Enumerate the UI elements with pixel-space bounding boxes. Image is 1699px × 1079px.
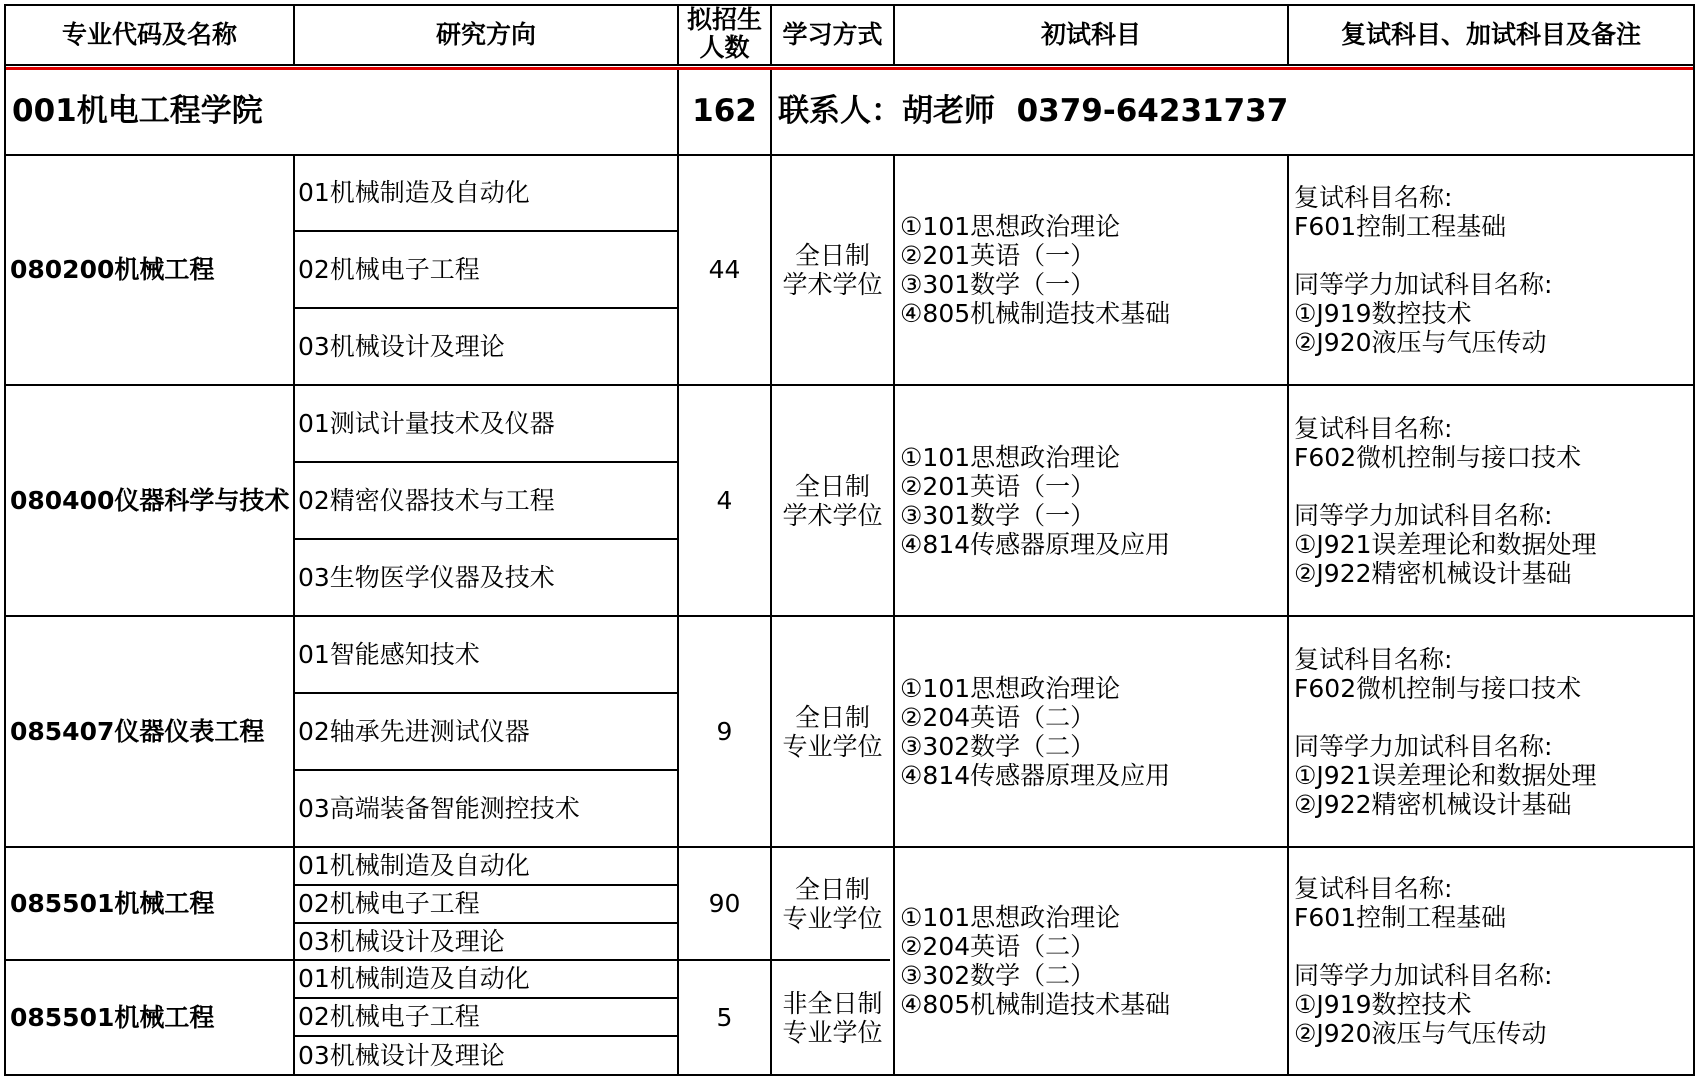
- direction-item: 02轴承先进测试仪器: [298, 716, 530, 746]
- exam-item: ③302数学（二）: [900, 961, 1096, 990]
- study-mode-line2: 学术学位: [782, 270, 883, 299]
- study-mode-line1: 非全日制: [782, 988, 883, 1018]
- enrollment-count: 4: [716, 485, 733, 515]
- retest-label: 复试科目名称:: [1294, 644, 1453, 674]
- direction-item: 01智能感知技术: [298, 639, 480, 669]
- exam-item: ①101思想政治理论: [900, 903, 1121, 932]
- direction-item: 01测试计量技术及仪器: [298, 408, 555, 438]
- extra-label: 同等学力加试科目名称:: [1294, 500, 1553, 530]
- retest-label: 复试科目名称:: [1294, 183, 1453, 212]
- study-mode: [772, 386, 893, 615]
- extra-subject: ①J919数控技术: [1294, 990, 1472, 1019]
- retest-label: 复试科目名称:: [1294, 874, 1453, 903]
- study-mode: [772, 961, 893, 1074]
- header-count-line1: 拟招生: [686, 5, 762, 34]
- extra-subject: ②J922精密机械设计基础: [1294, 789, 1572, 819]
- study-mode-line1: 全日制: [794, 241, 870, 270]
- college-count: 162: [692, 93, 757, 130]
- header-study-mode: 学习方式: [782, 20, 883, 49]
- direction-item: 03机械设计及理论: [298, 1040, 505, 1070]
- direction-item: 02机械电子工程: [298, 254, 480, 284]
- direction-item: 02精密仪器技术与工程: [298, 485, 555, 515]
- retest-subject: F601控制工程基础: [1294, 903, 1507, 932]
- retest-label: 复试科目名称:: [1294, 413, 1453, 443]
- enrollment-count: 9: [716, 716, 733, 746]
- direction-item: 03机械设计及理论: [298, 926, 505, 956]
- exam-subjects: [895, 386, 1287, 615]
- exam-subjects: [895, 617, 1287, 846]
- direction-item: 01机械制造及自动化: [298, 178, 530, 207]
- study-mode-line2: 专业学位: [782, 903, 883, 933]
- enrollment-count: 5: [716, 1002, 733, 1032]
- retest-info: [1289, 386, 1693, 615]
- direction-item: 01机械制造及自动化: [298, 851, 530, 880]
- major-name: 080400仪器科学与技术: [10, 485, 290, 515]
- exam-item: ④805机械制造技术基础: [900, 299, 1171, 328]
- header-retest: 复试科目、加试科目及备注: [1340, 20, 1641, 49]
- direction-item: 02机械电子工程: [298, 889, 480, 918]
- extra-subject: ②J920液压与气压传动: [1294, 328, 1547, 357]
- exam-item: ②204英语（二）: [900, 702, 1096, 732]
- header-divider: [4, 64, 1695, 66]
- study-mode-line2: 学术学位: [782, 500, 883, 530]
- extra-subject: ②J920液压与气压传动: [1294, 1019, 1547, 1048]
- study-mode: [772, 617, 893, 846]
- retest-info: [1289, 156, 1693, 384]
- extra-subject: ②J922精密机械设计基础: [1294, 558, 1572, 588]
- header-count-line2: 人数: [699, 33, 750, 62]
- major-name: 080200机械工程: [10, 255, 215, 284]
- exam-item: ③301数学（一）: [900, 500, 1096, 530]
- college-contact: 联系人：胡老师 0379-64231737: [778, 93, 1289, 130]
- header-exam: 初试科目: [1040, 20, 1141, 49]
- exam-item: ④814传感器原理及应用: [900, 529, 1171, 559]
- exam-subjects: [895, 848, 1287, 1074]
- study-mode-line2: 专业学位: [782, 1017, 883, 1047]
- major-name: 085501机械工程: [10, 1002, 215, 1032]
- extra-subject: ①J921误差理论和数据处理: [1294, 760, 1597, 790]
- exam-item: ②201英语（一）: [900, 241, 1096, 270]
- table-border-right: [1693, 4, 1695, 1076]
- study-mode-line1: 全日制: [794, 702, 870, 732]
- extra-label: 同等学力加试科目名称:: [1294, 961, 1553, 990]
- retest-subject: F602微机控制与接口技术: [1294, 442, 1582, 472]
- extra-subject: ①J921误差理论和数据处理: [1294, 529, 1597, 559]
- exam-item: ①101思想政治理论: [900, 442, 1121, 472]
- major-name: 085501机械工程: [10, 888, 215, 918]
- retest-info: [1289, 617, 1693, 846]
- table-border-bottom: [4, 1074, 1695, 1076]
- direction-item: 01机械制造及自动化: [298, 964, 530, 993]
- header-count: [679, 4, 770, 64]
- retest-subject: F602微机控制与接口技术: [1294, 673, 1582, 703]
- exam-item: ②204英语（二）: [900, 932, 1096, 961]
- direction-item: 03生物医学仪器及技术: [298, 562, 555, 592]
- extra-label: 同等学力加试科目名称:: [1294, 270, 1553, 299]
- study-mode: [772, 848, 893, 959]
- enrollment-count: 44: [708, 255, 741, 284]
- retest-info: [1289, 848, 1693, 1074]
- exam-item: ③301数学（一）: [900, 270, 1096, 299]
- direction-item: 03高端装备智能测控技术: [298, 793, 580, 823]
- exam-item: ②201英语（一）: [900, 471, 1096, 501]
- study-mode-line2: 专业学位: [782, 731, 883, 761]
- exam-item: ①101思想政治理论: [900, 212, 1121, 241]
- extra-label: 同等学力加试科目名称:: [1294, 731, 1553, 761]
- header-major: 专业代码及名称: [61, 20, 237, 49]
- exam-subjects: [895, 156, 1287, 384]
- header-direction: 研究方向: [435, 20, 536, 49]
- exam-item: ③302数学（二）: [900, 731, 1096, 761]
- exam-item: ①101思想政治理论: [900, 673, 1121, 703]
- major-name: 085407仪器仪表工程: [10, 716, 265, 746]
- college-name: 001机电工程学院: [12, 93, 263, 130]
- direction-item: 03机械设计及理论: [298, 331, 505, 361]
- enrollment-count: 90: [708, 888, 741, 918]
- study-mode: [772, 156, 893, 384]
- direction-item: 02机械电子工程: [298, 1002, 480, 1031]
- retest-subject: F601控制工程基础: [1294, 212, 1507, 241]
- extra-subject: ①J919数控技术: [1294, 299, 1472, 328]
- study-mode-line1: 全日制: [794, 471, 870, 501]
- exam-item: ④814传感器原理及应用: [900, 760, 1171, 790]
- study-mode-line1: 全日制: [794, 874, 870, 904]
- exam-item: ④805机械制造技术基础: [900, 990, 1171, 1019]
